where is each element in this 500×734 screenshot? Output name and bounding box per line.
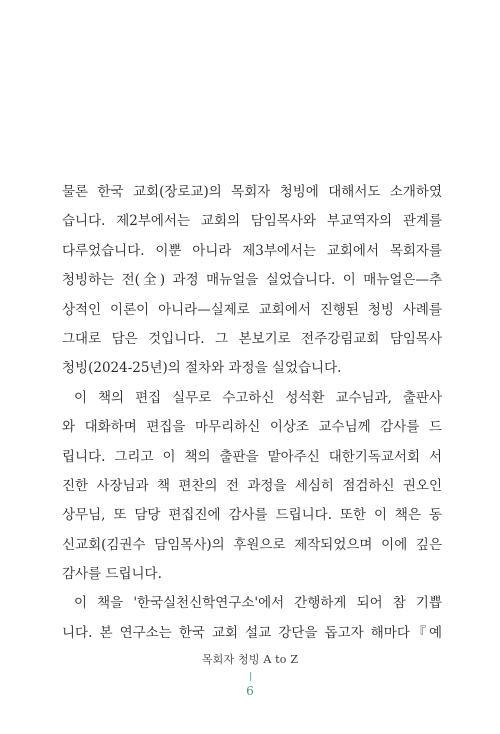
body-line: 청빙하는 전(全) 과정 매뉴얼을 실었습니다. 이 매뉴얼은—추 bbox=[62, 272, 442, 289]
body-line: 다루었습니다. 이뿐 아니라 제3부에서는 교회에서 목회자를 bbox=[62, 242, 442, 259]
body-line: 이 책의 편집 실무로 수고하신 성석환 교수님과, 출판사 bbox=[74, 389, 442, 406]
page-number: 6 bbox=[246, 684, 254, 698]
body-line: 진한 사장님과 책 편찬의 전 과정을 세심히 점검하신 권오인 bbox=[62, 477, 442, 494]
body-line: 청빙(2024-25년)의 절차와 과정을 실었습니다. bbox=[62, 360, 342, 377]
body-line: 립니다. 그리고 이 책의 출판을 맡아주신 대한기독교서회 서 bbox=[62, 448, 442, 465]
body-line: 이 책을 '한국실천신학연구소'에서 간행하게 되어 참 기쁩 bbox=[74, 595, 442, 612]
body-line: 신교회(김권수 담임목사)의 후원으로 제작되었으며 이에 깊은 bbox=[62, 536, 442, 553]
body-line: 상무님, 또 담당 편집진에 감사를 드립니다. 또한 이 책은 동 bbox=[62, 507, 442, 524]
body-line: 그대로 담은 것입니다. 그 본보기로 전주강림교회 담임목사 bbox=[62, 330, 442, 347]
body-line: 물론 한국 교회(장로교)의 목회자 청빙에 대해서도 소개하였 bbox=[62, 184, 442, 200]
body-line: 와 대화하며 편집을 마무리하신 이상조 교수님께 감사를 드 bbox=[62, 419, 442, 436]
running-footer-title: 목회자 청빙 A to Z bbox=[201, 653, 299, 666]
body-line: 습니다. 제2부에서는 교회의 담임목사와 부교역자의 관계를 bbox=[62, 213, 442, 230]
body-text bbox=[62, 178, 442, 648]
page-footer bbox=[0, 652, 500, 699]
body-line: 감사를 드립니다. bbox=[62, 566, 162, 583]
body-line: 니다. 본 연구소는 한국 교회 설교 강단을 돕고자 해마다『예 bbox=[62, 624, 442, 641]
body-line: 상적인 이론이 아니라—실제로 교회에서 진행된 청빙 사례를 bbox=[62, 301, 442, 318]
footer-divider bbox=[250, 672, 251, 681]
